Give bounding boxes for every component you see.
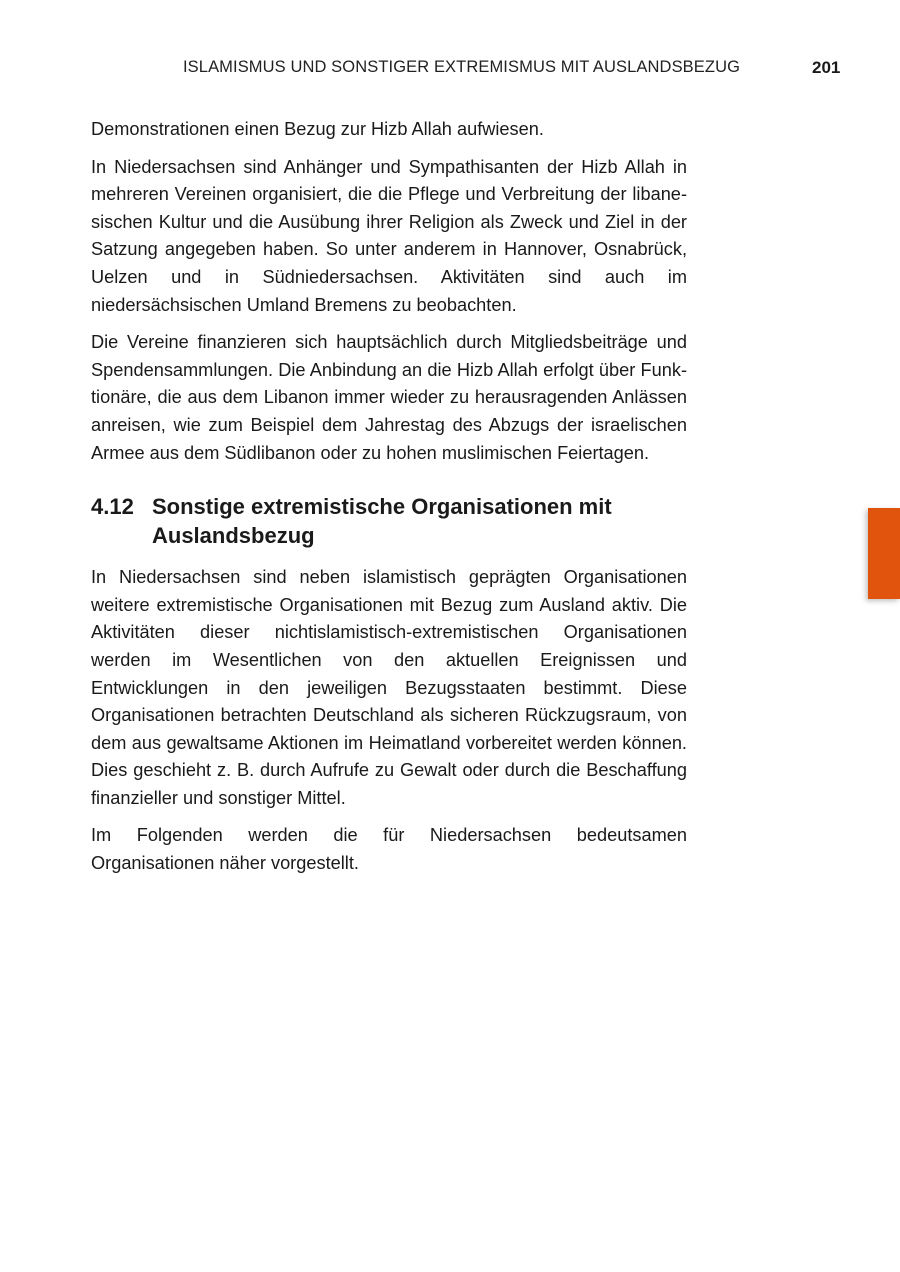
section-heading <box>91 493 687 550</box>
page-body <box>91 116 687 888</box>
running-header: ISLAMISMUS UND SONSTIGER EXTREMISMUS MIT AUSLANDSBEZUG <box>183 58 741 76</box>
paragraph: In Niedersachsen sind Anhänger und Sympathisanten der Hizb Allah in mehreren Vereinen organisiert, die die Pflege und Verbreitung der libanesischen Kultur und die Ausübung ihrer Religion als Zweck und Ziel in der Satzung angegeben haben. So unter anderem in Hannover, Osnabrück, Uelzen und in Südniedersachsen. Aktivitäten sind auch im niedersächsischen Umland Bremens zu beobachten. <box>91 156 687 315</box>
page-number: 201 <box>812 58 841 77</box>
section-number: 4.12 <box>91 494 134 520</box>
chapter-thumb-tab <box>868 508 900 599</box>
paragraph: Demonstrationen einen Bezug zur Hizb Allah aufwiesen. <box>91 119 544 139</box>
section-title: Sonstige extremistische Organisationen mit Auslandsbezug <box>152 494 612 548</box>
paragraph: Im Folgenden werden die für Niedersachsen bedeutsamen Organisationen näher vorgestellt. <box>91 825 687 874</box>
paragraph: Die Vereine finanzieren sich hauptsächlich durch Mitgliedsbeiträge und Spendensammlungen. Die Anbindung an die Hizb Allah erfolgt über Funktionäre, die aus dem Libanon immer wieder zu herausragenden Anlässen anreisen, wie zum Beispiel dem Jahrestag des Abzugs der israelischen Armee aus dem Südlibanon oder zu hohen muslimischen Feiertagen. <box>91 332 687 463</box>
paragraph: In Niedersachsen sind neben islamistisch geprägten Organisationen weitere extremistische Organisationen mit Bezug zum Ausland aktiv. Die Aktivitäten dieser nichtislamistisch-extremistischen Organisationen werden im Wesentlichen von den aktuellen Ereignissen und Entwicklungen in den jeweiligen Bezugsstaaten bestimmt. Diese Organisationen betrachten Deutschland als sicheren Rückzugsraum, von dem aus gewaltsame Aktionen im Heimatland vorbereitet werden können. Dies geschieht z. B. durch Aufrufe zu Gewalt oder durch die Beschaffung finanzieller und sonstiger Mittel. <box>91 567 687 808</box>
